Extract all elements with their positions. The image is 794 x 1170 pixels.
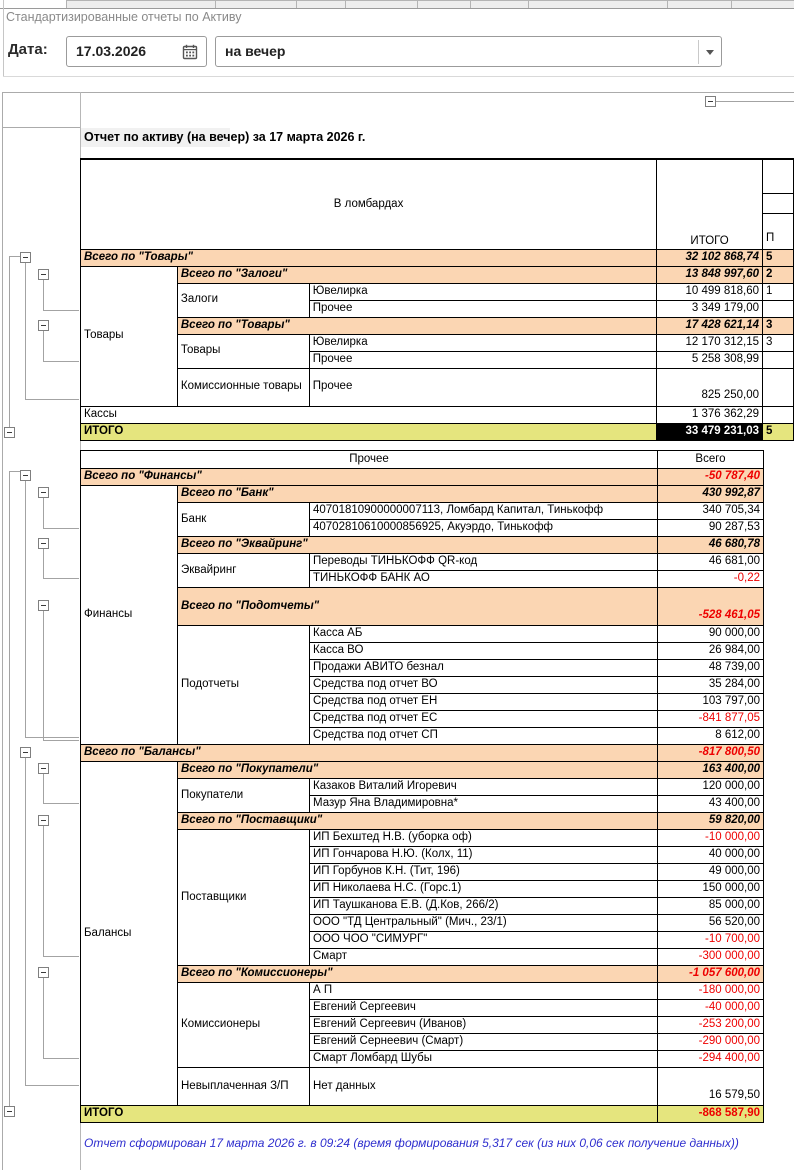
- table-row: [81, 266, 794, 283]
- row-label[interactable]: Всего по "Поставщики": [178, 813, 658, 830]
- tree-line: [25, 758, 26, 1085]
- row-value[interactable]: 43 400,00: [658, 796, 764, 813]
- subgroup-label-cell[interactable]: Невыплаченная З/П: [178, 1068, 310, 1106]
- table-row: [81, 813, 764, 830]
- collapse-group-icon[interactable]: [4, 1106, 15, 1117]
- tab-strip: [0, 0, 794, 9]
- tree-line: [43, 978, 44, 1058]
- row-value[interactable]: -50 787,40: [658, 469, 764, 486]
- row-value[interactable]: 46 680,78: [658, 537, 764, 554]
- form-separator: [3, 76, 794, 77]
- table-row: [81, 503, 764, 520]
- row-value[interactable]: 90 287,53: [658, 520, 764, 537]
- tree-line: [25, 481, 26, 737]
- row-value[interactable]: 85 000,00: [658, 898, 764, 915]
- row-label[interactable]: ИП Бехштед Н.В. (уборка оф): [310, 830, 658, 847]
- row-value[interactable]: 120 000,00: [658, 779, 764, 796]
- row-value[interactable]: -0,22: [658, 571, 764, 588]
- table-row: [81, 423, 794, 440]
- table-header-row: [81, 451, 764, 469]
- report-border-top: [2, 92, 794, 93]
- tab[interactable]: [66, 0, 215, 8]
- column-header-clipped[interactable]: П: [763, 159, 794, 249]
- clipped-value[interactable]: 1: [763, 283, 794, 300]
- row-label[interactable]: Средства под отчет ЕН: [310, 694, 658, 711]
- tree-line: [25, 399, 79, 400]
- row-label[interactable]: Касса ВО: [310, 643, 658, 660]
- table-row: [81, 779, 764, 796]
- tree-line: [25, 263, 26, 399]
- row-value[interactable]: 163 400,00: [658, 762, 764, 779]
- calendar-icon[interactable]: [178, 41, 202, 63]
- row-value[interactable]: 90 000,00: [658, 626, 764, 643]
- row-label[interactable]: Евгений Сернеевич (Смарт): [310, 1034, 658, 1051]
- clipped-value[interactable]: 3: [763, 334, 794, 351]
- tree-line: [43, 310, 79, 311]
- clipped-value[interactable]: 5: [763, 249, 794, 266]
- row-label[interactable]: Прочее: [309, 368, 656, 406]
- tree-line: [43, 331, 44, 361]
- collapse-group-icon[interactable]: [20, 747, 31, 758]
- row-value[interactable]: 33 479 231,03: [657, 423, 763, 440]
- tree-line: [9, 256, 10, 427]
- tab[interactable]: [296, 0, 345, 8]
- row-label[interactable]: Всего по "Финансы": [81, 469, 658, 486]
- table-row: [81, 626, 764, 643]
- row-label[interactable]: Евгений Сергеевич: [310, 1000, 658, 1017]
- subgroup-label-cell[interactable]: Залоги: [177, 283, 309, 317]
- row-value[interactable]: 5 258 308,99: [657, 351, 763, 368]
- clipped-value[interactable]: [763, 300, 794, 317]
- row-label[interactable]: Ювелирка: [309, 334, 656, 351]
- table-row: [81, 406, 794, 423]
- row-value[interactable]: -868 587,90: [658, 1106, 764, 1123]
- row-label[interactable]: ИП Николаева Н.С. (Горс.1): [310, 881, 658, 898]
- row-label[interactable]: Смарт Ломбард Шубы: [310, 1051, 658, 1068]
- tree-line: [25, 1085, 79, 1086]
- tab[interactable]: [731, 0, 794, 8]
- row-value[interactable]: -1 057 600,00: [658, 966, 764, 983]
- report-border-left: [2, 92, 3, 1170]
- row-value[interactable]: 8 612,00: [658, 728, 764, 745]
- row-label[interactable]: Средства под отчет ЕС: [310, 711, 658, 728]
- row-value[interactable]: 1 376 362,29: [657, 406, 763, 423]
- table-row: [81, 334, 794, 351]
- tree-line: [716, 101, 794, 102]
- collapse-group-icon[interactable]: [20, 470, 31, 481]
- other-assets-table: [80, 450, 764, 1123]
- row-label[interactable]: А П: [310, 983, 658, 1000]
- table-row: [81, 249, 794, 266]
- table-row: [81, 745, 764, 762]
- row-value[interactable]: 16 579,50: [658, 1068, 764, 1106]
- row-value[interactable]: 12 170 312,15: [657, 334, 763, 351]
- tree-line: [43, 578, 79, 579]
- tree-line: [43, 361, 79, 362]
- collapse-group-icon[interactable]: [38, 320, 49, 331]
- row-label[interactable]: Переводы ТИНЬКОФФ QR-код: [310, 554, 658, 571]
- row-label[interactable]: Всего по "Товары": [177, 317, 656, 334]
- table-row: [81, 537, 764, 554]
- tree-line: [43, 740, 79, 741]
- row-value[interactable]: -10 000,00: [658, 830, 764, 847]
- subgroup-label-cell[interactable]: Подотчеты: [178, 626, 310, 745]
- row-value[interactable]: 59 820,00: [658, 813, 764, 830]
- column-header-group[interactable]: В ломбардах: [81, 159, 657, 249]
- table-row: [81, 966, 764, 983]
- clipped-value[interactable]: [763, 368, 794, 406]
- collapse-group-icon[interactable]: [4, 427, 15, 438]
- row-label[interactable]: Всего по "Балансы": [81, 745, 658, 762]
- row-value[interactable]: 46 681,00: [658, 554, 764, 571]
- subgroup-label-cell[interactable]: Товары: [177, 334, 309, 368]
- tree-line: [43, 528, 79, 529]
- report-title: Отчет по активу (на вечер) за 17 марта 2026 г.: [84, 130, 366, 144]
- lombards-table: [80, 158, 794, 441]
- row-label[interactable]: ООО "ТД Центральный" (Мич., 23/1): [310, 915, 658, 932]
- group-label-cell[interactable]: Балансы: [81, 762, 178, 1106]
- column-header-group[interactable]: Прочее: [81, 451, 658, 469]
- tree-line: [43, 803, 79, 804]
- row-label[interactable]: ИТОГО: [81, 1106, 658, 1123]
- tree-line: [43, 774, 44, 803]
- panel-border: [3, 0, 4, 76]
- row-value[interactable]: 48 739,00: [658, 660, 764, 677]
- table-row: [81, 368, 794, 406]
- date-input[interactable]: [66, 36, 207, 67]
- table-header-row: [81, 159, 794, 249]
- row-value[interactable]: -294 400,00: [658, 1051, 764, 1068]
- clipped-value[interactable]: 2: [763, 266, 794, 283]
- tab[interactable]: [215, 0, 296, 8]
- date-value[interactable]: 17.03.2026: [76, 43, 147, 59]
- subgroup-label-cell[interactable]: Поставщики: [178, 830, 310, 966]
- row-value[interactable]: -528 461,05: [658, 588, 764, 626]
- row-value[interactable]: 340 705,34: [658, 503, 764, 520]
- row-label[interactable]: Евгений Сергеевич (Иванов): [310, 1017, 658, 1034]
- row-label[interactable]: Всего по "Эквайринг": [178, 537, 658, 554]
- row-label[interactable]: Всего по "Товары": [81, 249, 657, 266]
- tree-line: [43, 611, 44, 740]
- row-value[interactable]: 56 520,00: [658, 915, 764, 932]
- row-label[interactable]: Всего по "Банк": [178, 486, 658, 503]
- row-label[interactable]: Средства под отчет СП: [310, 728, 658, 745]
- row-value[interactable]: -10 700,00: [658, 932, 764, 949]
- row-label[interactable]: 40701810900000007113, Ломбард Капитал, Тинькофф: [310, 503, 658, 520]
- tab[interactable]: [470, 0, 528, 8]
- tree-line: [43, 1058, 79, 1059]
- row-value[interactable]: 35 284,00: [658, 677, 764, 694]
- report-caption: Стандартизированные отчеты по Активу: [6, 10, 242, 24]
- table-row: [81, 317, 794, 334]
- row-label[interactable]: Всего по "Подотчеты": [178, 588, 658, 626]
- row-label[interactable]: Казаков Виталий Игоревич: [310, 779, 658, 796]
- row-label[interactable]: ИТОГО: [81, 423, 657, 440]
- collapse-group-icon[interactable]: [38, 815, 49, 826]
- row-value[interactable]: -40 000,00: [658, 1000, 764, 1017]
- table-row: [81, 1106, 764, 1123]
- gutter-header-border: [2, 127, 80, 128]
- tree-line: [43, 956, 79, 957]
- row-label[interactable]: Нет данных: [310, 1068, 658, 1106]
- collapse-group-icon[interactable]: [38, 967, 49, 978]
- row-value[interactable]: -290 000,00: [658, 1034, 764, 1051]
- clipped-value[interactable]: [763, 351, 794, 368]
- column-header-total[interactable]: Всего: [658, 451, 764, 469]
- row-label[interactable]: ИП Таушканова Е.В. (Д.Ков, 266/2): [310, 898, 658, 915]
- collapse-group-icon[interactable]: [38, 600, 49, 611]
- subgroup-label-cell[interactable]: Покупатели: [178, 779, 310, 813]
- tree-line: [25, 737, 79, 738]
- tab[interactable]: [345, 0, 417, 8]
- row-label[interactable]: Касса АБ: [310, 626, 658, 643]
- table-row: [81, 762, 764, 779]
- row-value[interactable]: 49 000,00: [658, 864, 764, 881]
- row-value[interactable]: -180 000,00: [658, 983, 764, 1000]
- row-label[interactable]: Всего по "Залоги": [177, 266, 656, 283]
- collapse-group-icon[interactable]: [38, 487, 49, 498]
- tree-line: [9, 471, 10, 1106]
- subgroup-label-cell[interactable]: Комиссионеры: [178, 983, 310, 1068]
- table-row: [81, 1068, 764, 1106]
- row-label[interactable]: 40702810610000856925, Акуэрдо, Тинькофф: [310, 520, 658, 537]
- row-label[interactable]: Прочее: [309, 300, 656, 317]
- collapse-group-icon[interactable]: [38, 269, 49, 280]
- row-label[interactable]: ИП Горбунов К.Н. (Тит, 196): [310, 864, 658, 881]
- clipped-value[interactable]: 3: [763, 317, 794, 334]
- table-row: [81, 588, 764, 626]
- row-value[interactable]: 10 499 818,60: [657, 283, 763, 300]
- table-row: [81, 486, 764, 503]
- tab[interactable]: [528, 0, 667, 8]
- row-value[interactable]: 13 848 997,60: [657, 266, 763, 283]
- row-value[interactable]: -300 000,00: [658, 949, 764, 966]
- row-value[interactable]: 825 250,00: [657, 368, 763, 406]
- row-label[interactable]: Продажи АВИТО безнал: [310, 660, 658, 677]
- collapse-group-icon[interactable]: [38, 763, 49, 774]
- column-header-total[interactable]: ИТОГО: [657, 159, 763, 249]
- row-value[interactable]: -817 800,50: [658, 745, 764, 762]
- row-value[interactable]: 103 797,00: [658, 694, 764, 711]
- clipped-value[interactable]: [763, 406, 794, 423]
- period-select[interactable]: [215, 36, 722, 67]
- row-label[interactable]: Кассы: [81, 406, 657, 423]
- group-label-cell[interactable]: Финансы: [81, 486, 178, 745]
- group-label-cell[interactable]: Товары: [81, 266, 178, 406]
- row-value[interactable]: 150 000,00: [658, 881, 764, 898]
- tree-line: [43, 549, 44, 578]
- row-label[interactable]: ИП Гончарова Н.Ю. (Колх, 11): [310, 847, 658, 864]
- row-label[interactable]: Смарт: [310, 949, 658, 966]
- row-label[interactable]: ООО ЧОО "СИМУРГ": [310, 932, 658, 949]
- row-value[interactable]: -841 877,05: [658, 711, 764, 728]
- table-row: [81, 554, 764, 571]
- row-value[interactable]: 26 984,00: [658, 643, 764, 660]
- row-value[interactable]: 17 428 621,14: [657, 317, 763, 334]
- collapse-group-icon[interactable]: [38, 538, 49, 549]
- subgroup-label-cell[interactable]: Банк: [178, 503, 310, 537]
- table-row: [81, 983, 764, 1000]
- row-label[interactable]: Всего по "Комиссионеры": [178, 966, 658, 983]
- row-value[interactable]: -253 200,00: [658, 1017, 764, 1034]
- row-label[interactable]: ТИНЬКОФФ БАНК АО: [310, 571, 658, 588]
- row-value[interactable]: 3 349 179,00: [657, 300, 763, 317]
- date-label: Дата:: [8, 41, 48, 58]
- row-label[interactable]: Ювелирка: [309, 283, 656, 300]
- collapse-columns-icon[interactable]: [705, 96, 716, 107]
- chevron-down-icon[interactable]: [698, 40, 721, 64]
- row-label[interactable]: Всего по "Покупатели": [178, 762, 658, 779]
- collapse-group-icon[interactable]: [20, 252, 31, 263]
- tree-line: [43, 498, 44, 528]
- row-value[interactable]: 32 102 868,74: [657, 249, 763, 266]
- table-row: [81, 830, 764, 847]
- tab[interactable]: [667, 0, 731, 8]
- period-value[interactable]: на вечер: [225, 43, 286, 59]
- table-row: [81, 283, 794, 300]
- report-footer: Отчет сформирован 17 марта 2026 г. в 09:24 (время формирования 5,317 сек (из них 0,06 сек получение данных)): [84, 1136, 739, 1150]
- tab[interactable]: [417, 0, 470, 8]
- row-label[interactable]: Средства под отчет ВО: [310, 677, 658, 694]
- row-value[interactable]: 430 992,87: [658, 486, 764, 503]
- subgroup-label-cell[interactable]: Комиссионные товары: [177, 368, 309, 406]
- clipped-value[interactable]: 5: [763, 423, 794, 440]
- tree-line: [43, 280, 44, 310]
- row-label[interactable]: Прочее: [309, 351, 656, 368]
- row-value[interactable]: 40 000,00: [658, 847, 764, 864]
- row-label[interactable]: Мазур Яна Владимировна*: [310, 796, 658, 813]
- tree-line: [43, 825, 44, 956]
- table-row: [81, 469, 764, 486]
- subgroup-label-cell[interactable]: Эквайринг: [178, 554, 310, 588]
